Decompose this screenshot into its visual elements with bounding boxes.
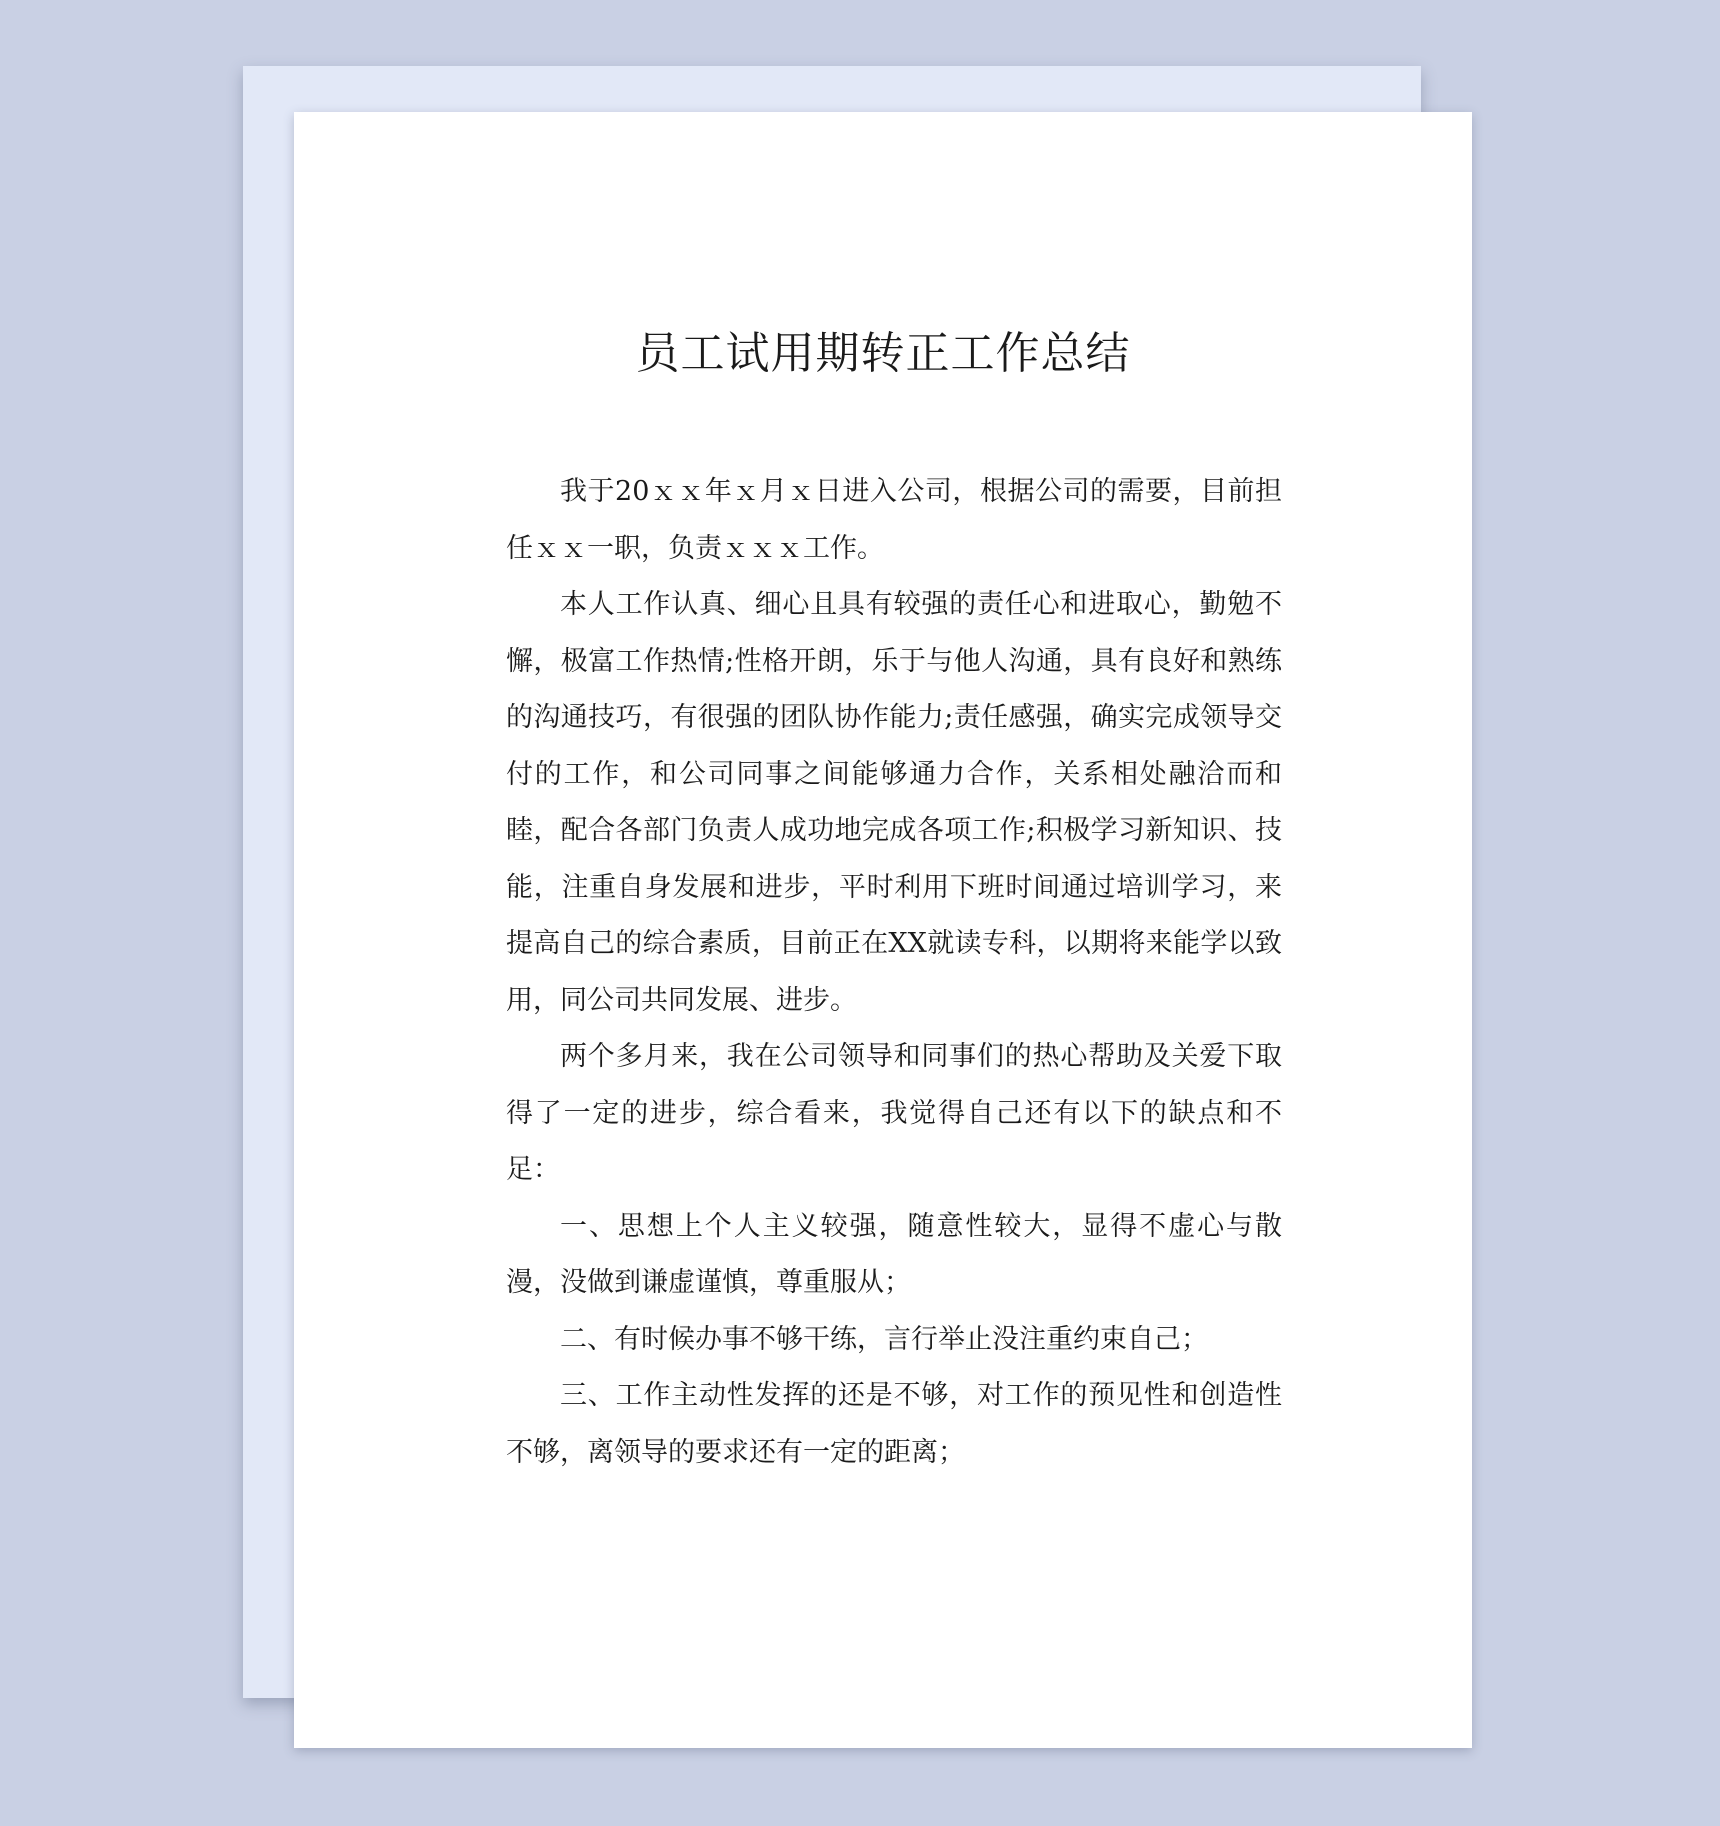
paragraph-intro: 我于20ｘｘ年ｘ月ｘ日进入公司，根据公司的需要，目前担任ｘｘ一职，负责ｘｘｘ工作。 xyxy=(506,476,1282,564)
document-title: 员工试用期转正工作总结 xyxy=(635,328,1131,379)
paragraph-self-assessment: 本人工作认真、细心且具有较强的责任心和进取心，勤勉不懈，极富工作热情;性格开朗，乐于与他人沟通，具有良好和熟练的沟通技巧，有很强的团队协作能力;责任感强，确实完成领导交付的工作，和公司同事之间能够通力合作，关系相处融洽而和睦，配合各部门负责人成功地完成各项工作;积极学习新知识、技能，注重自身发展和进步，平时利用下班时间通过培训学习，来提高自己的综合素质，目前正在XX就读专科，以期将来能学以致用，同公司共同发展、进步。 xyxy=(506,589,1282,1016)
paragraph-shortcoming-3: 三、工作主动性发挥的还是不够，对工作的预见性和创造性不够，离领导的要求还有一定的距离； xyxy=(506,1380,1282,1468)
paragraph-shortcoming-1: 一、思想上个人主义较强，随意性较大，显得不虚心与散漫，没做到谦虚谨慎，尊重服从； xyxy=(506,1210,1282,1298)
document-page xyxy=(294,112,1472,1748)
paragraph-shortcomings-intro: 两个多月来，我在公司领导和同事们的热心帮助及关爱下取得了一定的进步，综合看来，我觉得自己还有以下的缺点和不足： xyxy=(506,1041,1282,1185)
document-body xyxy=(506,464,1282,1481)
paragraph-shortcoming-2: 二、有时候办事不够干练，言行举止没注重约束自己； xyxy=(560,1323,1208,1355)
